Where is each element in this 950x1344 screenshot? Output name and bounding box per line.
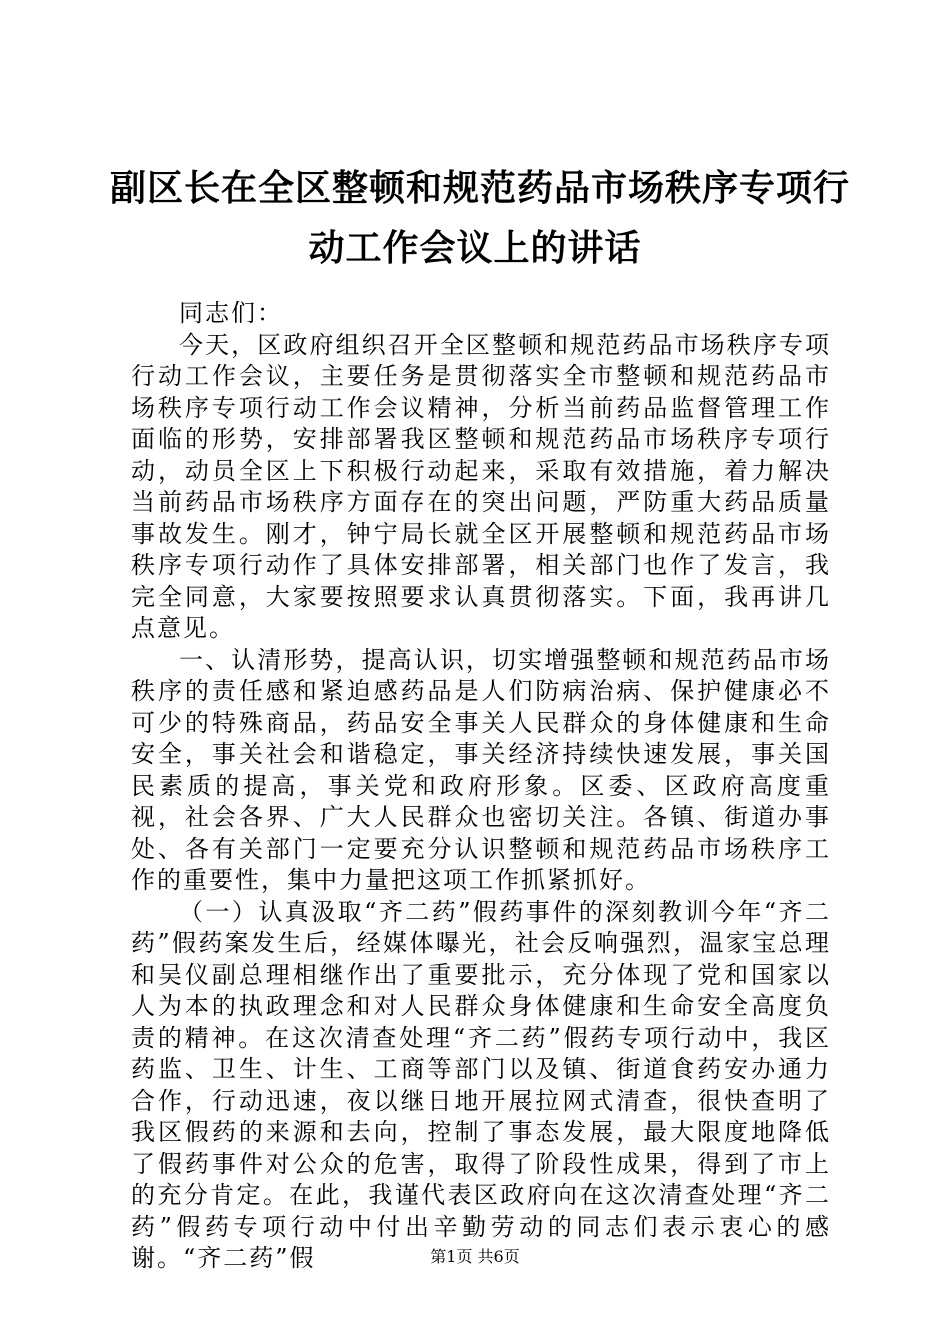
paragraph: 一、认清形势，提高认识，切实增强整顿和规范药品市场秩序的责任感和紧迫感药品是人们防病治病、保护健康必不可少的特殊商品，药品安全事关人民群众的身体健康和生命安全，事关社会和谐稳定，事关经济持续快速发展，事关国民素质的提高，事关党和政府形象。区委、区政府高度重视，社会各界、广大人民群众也密切关注。各镇、街道办事处、各有关部门一定要充分认识整顿和规范药品市场秩序工作的重要性，集中力量把这项工作抓紧抓好。 — [131, 645, 831, 894]
document-title — [110, 158, 851, 278]
paragraph: 今天，区政府组织召开全区整顿和规范药品市场秩序专项行动工作会议，主要任务是贯彻落实全市整顿和规范药品市场秩序专项行动工作会议精神，分析当前药品监督管理工作面临的形势，安排部署我区整顿和规范药品市场秩序专项行动，动员全区上下积极行动起来，采取有效措施，着力解决当前药品市场秩序方面存在的突出问题，严防重大药品质量事故发生。刚才，钟宁局长就全区开展整顿和规范药品市场秩序专项行动作了具体安排部署，相关部门也作了发言，我完全同意，大家要按照要求认真贯彻落实。下面，我再讲几点意见。 — [131, 330, 831, 642]
title-line-2: 动工作会议上的讲话 — [308, 227, 642, 269]
greeting: 同志们： — [179, 299, 283, 327]
page-number-footer: 第1页 共6页 — [430, 1247, 520, 1266]
title-line-1: 副区长在全区整顿和规范药品市场秩序专项行 — [110, 167, 851, 209]
paragraph: （一）认真汲取“齐二药”假药事件的深刻教训今年“齐二药”假药案发生后，经媒体曝光，社会反响强烈，温家宝总理和吴仪副总理相继作出了重要批示，充分体现了党和国家以人为本的执政理念和对人民群众身体健康和生命安全高度负责的精神。在这次清查处理“齐二药”假药专项行动中，我区药监、卫生、计生、工商等部门以及镇、街道食药安办通力合作，行动迅速，夜以继日地开展拉网式清查，很快查明了我区假药的来源和去向，控制了事态发展，最大限度地降低了假药事件对公众的危害，取得了阶段性成果，得到了市上的充分肯定。在此，我谨代表区政府向在这次清查处理“齐二药”假药专项行动中付出辛勤劳动的同志们表示衷心的感谢。“齐二药”假 — [131, 897, 831, 1272]
document-body — [131, 298, 831, 1275]
